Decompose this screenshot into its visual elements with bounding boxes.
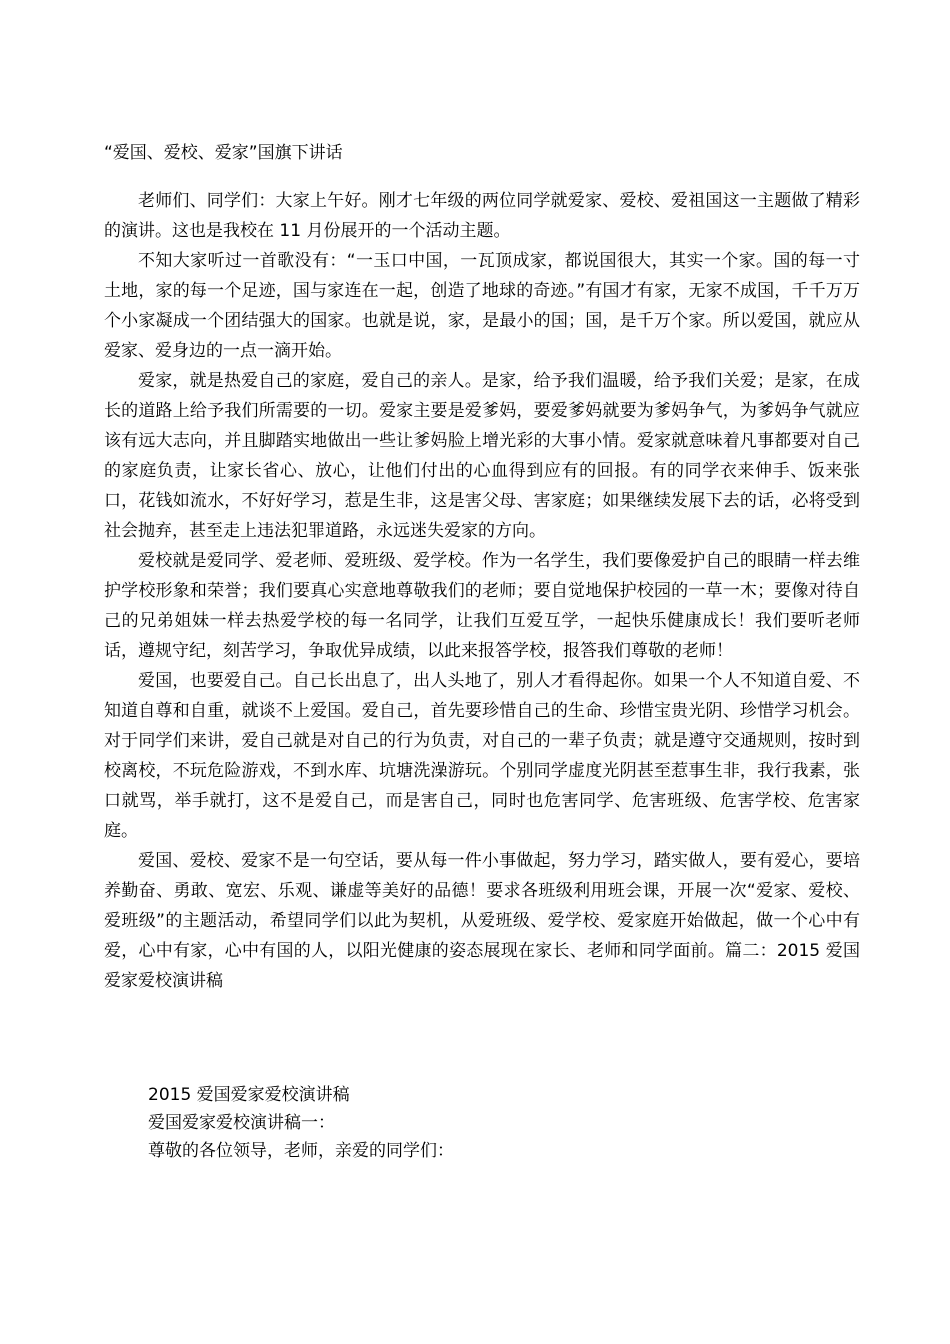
paragraph-conclusion: 爱国、爱校、爱家不是一句空话，要从每一件小事做起，努力学习，踏实做人，要有爱心，要培养勤奋、勇敢、宽宏、乐观、谦虚等美好的品德！要求各班级利用班会课，开展一次“爱家、爱校、爱班级”的主题活动，希望同学们以此为契机，从爱班级、爱学校、爱家庭开始做起，做一个心中有爱，心中有家，心中有国的人，以阳光健康的姿态展现在家长、老师和同学面前。篇二：2015 爱国爱家爱校演讲稿: [104, 851, 860, 991]
salutation-line: 尊敬的各位领导，老师，亲爱的同学们：: [148, 1141, 454, 1161]
paragraph-intro: 老师们、同学们：大家上午好。刚才七年级的两位同学就爱家、爱校、爱祖国这一主题做了精彩的演讲。这也是我校在 11 月份展开的一个活动主题。: [104, 191, 860, 241]
paragraph-love-school: 爱校就是爱同学、爱老师、爱班级、爱学校。作为一名学生，我们要像爱护自己的眼睛一样去维护学校形象和荣誉；我们要真心实意地尊敬我们的老师；要自觉地保护校园的一草一木；要像对待自己的兄弟姐妹一样去热爱学校的每一名同学，让我们互爱互学，一起快乐健康成长！我们要听老师话，遵规守纪，刻苦学习，争取优异成绩，以此来报答学校，报答我们尊敬的老师！: [104, 551, 860, 661]
paragraph-love-family: 爱家，就是热爱自己的家庭，爱自己的亲人。是家，给予我们温暖，给予我们关爱；是家，在成长的道路上给予我们所需要的一切。爱家主要是爱爹妈，要爱爹妈就要为爹妈争气，为爹妈争气就应该有远大志向，并且脚踏实地做出一些让爹妈脸上增光彩的大事小情。爱家就意味着凡事都要对自己的家庭负责，让家长省心、放心，让他们付出的心血得到应有的回报。有的同学衣来伸手、饭来张口，花钱如流水，不好好学习，惹是生非，这是害父母、害家庭；如果继续发展下去的话，必将受到社会抛弃，甚至走上违法犯罪道路，永远迷失爱家的方向。: [104, 371, 860, 541]
paragraph-song: 不知大家听过一首歌没有：“一玉口中国，一瓦顶成家，都说国很大，其实一个家。国的每一寸土地，家的每一个足迹，国与家连在一起，创造了地球的奇迹。”有国才有家，无家不成国，千千万万个小家凝成一个团结强大的国家。也就是说，家，是最小的国；国，是千万个家。所以爱国，就应从爱家、爱身边的一点一滴开始。: [104, 251, 860, 361]
speech-subtitle-line: 爱国爱家爱校演讲稿一：: [148, 1113, 335, 1133]
document-body: [104, 186, 860, 996]
speech-title-line: 2015 爱国爱家爱校演讲稿: [148, 1085, 350, 1105]
paragraph-love-self: 爱国，也要爱自己。自己长出息了，出人头地了，别人才看得起你。如果一个人不知道自爱、不知道自尊和自重，就谈不上爱国。爱自己，首先要珍惜自己的生命、珍惜宝贵光阴、珍惜学习机会。对于同学们来讲，爱自己就是对自己的行为负责，对自己的一辈子负责；就是遵守交通规则，按时到校离校，不玩危险游戏，不到水库、坑塘洗澡游玩。个别同学虚度光阴甚至惹事生非，我行我素，张口就骂，举手就打，这不是爱自己，而是害自己，同时也危害同学、危害班级、危害学校、危害家庭。: [104, 671, 860, 841]
document-title: “爱国、爱校、爱家”国旗下讲话: [104, 143, 343, 163]
next-speech-heading: [148, 1081, 848, 1165]
